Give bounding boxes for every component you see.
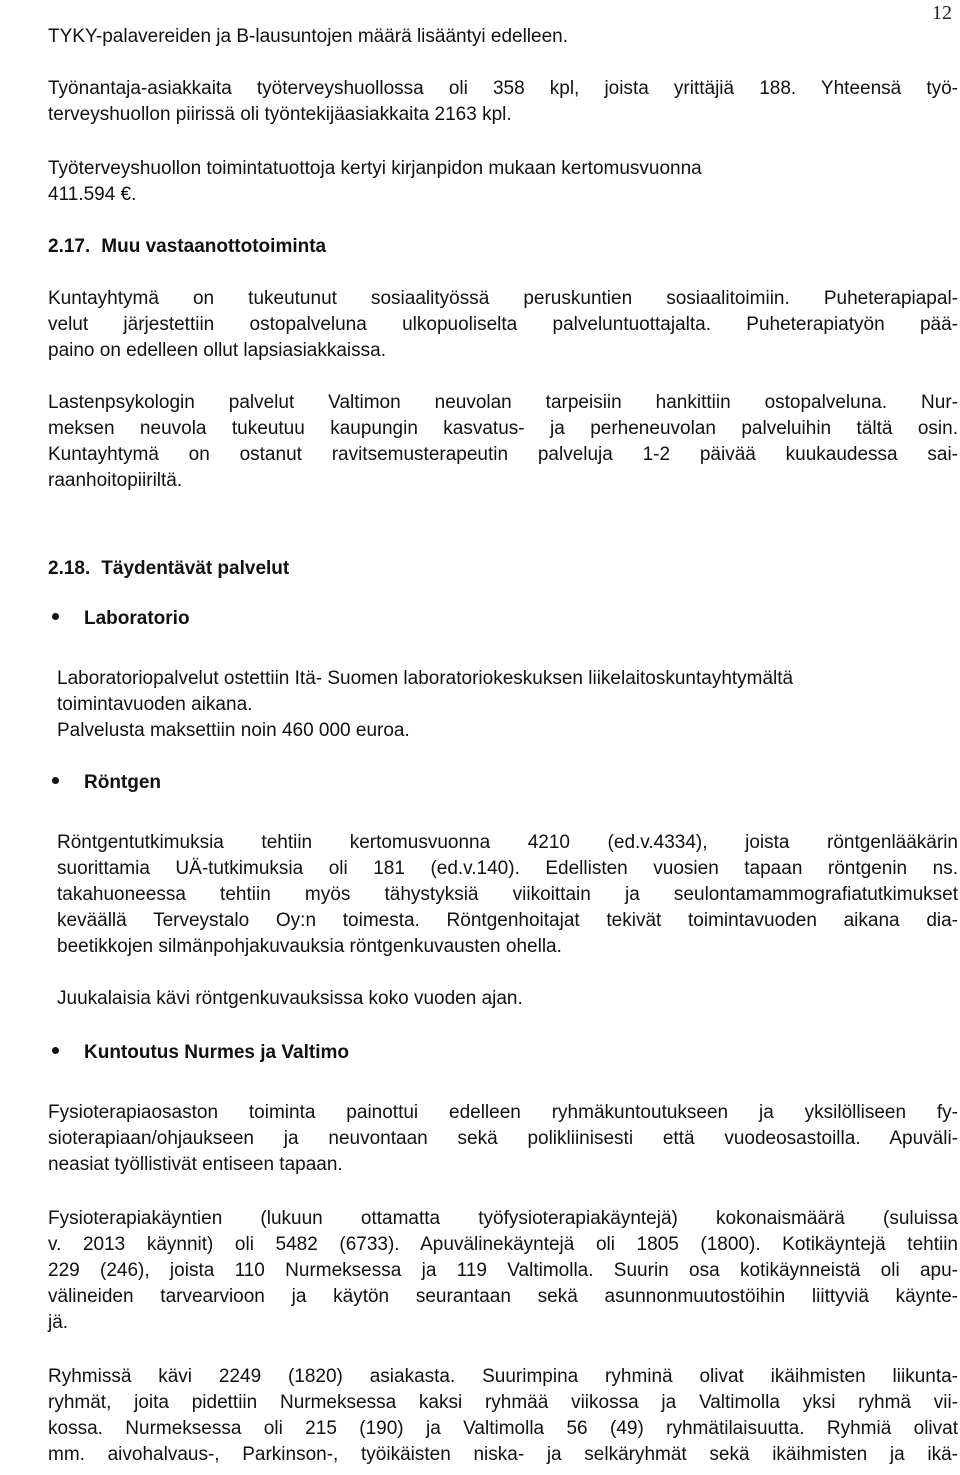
text-line: velut järjestettiin ostopalveluna ulkopuoliselta palveluntuottajalta. Puheterapiatyön pää- bbox=[48, 314, 958, 335]
text-line: meksen neuvola tukeutuu kaupungin kasvatus- ja perheneuvolan palveluihin tältä osin. bbox=[48, 418, 958, 439]
page-number: 12 bbox=[932, 2, 952, 24]
paragraph-groups bbox=[48, 1364, 958, 1468]
paragraph-laboratory bbox=[57, 666, 958, 744]
text-line: sioterapiaan/ohjaukseen ja neuvontaan sekä polikliinisesti että vuodeosastoilla. Apuväli- bbox=[48, 1128, 958, 1149]
section-number: 2.17. bbox=[48, 236, 91, 257]
text-line: Työnantaja-asiakkaita työterveyshuollossa oli 358 kpl, joista yrittäjiä 188. Yhteensä työ- bbox=[48, 78, 958, 99]
paragraph-juuka bbox=[57, 986, 958, 1012]
bullet-heading-xray bbox=[52, 770, 161, 796]
text-line: takahuoneessa tehtiin myös tähystyksiä viikoittain ja seulontamammografiatutkimukset bbox=[57, 884, 958, 905]
text-line: välineiden tarvearvioon ja käytön seurantaan sekä asunnonmuutostöihin liittyviä käynte- bbox=[48, 1286, 958, 1307]
paragraph-physio-visits bbox=[48, 1206, 958, 1336]
paragraph-physio bbox=[48, 1100, 958, 1178]
text-line: ryhmät, joita pidettiin Nurmeksessa kaksi ryhmää viikossa ja Valtimolla yksi ryhmä vii- bbox=[48, 1392, 958, 1413]
paragraph-tyky bbox=[48, 24, 958, 50]
text-line: Laboratoriopalvelut ostettiin Itä- Suomen laboratoriokeskuksen liikelaitoskuntayhtymältä bbox=[57, 668, 794, 689]
bullet-title: Laboratorio bbox=[84, 608, 190, 629]
section-number: 2.18. bbox=[48, 558, 91, 579]
paragraph-xray bbox=[57, 830, 958, 960]
text-line: beetikkojen silmänpohjakuvauksia röntgenkuvausten ohella. bbox=[57, 936, 562, 957]
section-title: Muu vastaanottotoiminta bbox=[101, 236, 327, 257]
text-line: suorittamia UÄ-tutkimuksia oli 181 (ed.v.140). Edellisten vuosien tapaan röntgenin ns. bbox=[57, 858, 958, 879]
text-line: 411.594 €. bbox=[48, 184, 137, 205]
section-title: Täydentävät palvelut bbox=[101, 558, 290, 579]
bullet-title: Röntgen bbox=[84, 772, 162, 793]
section-heading-2-18 bbox=[48, 556, 958, 582]
bullet-icon bbox=[52, 1047, 59, 1054]
text-line: Palvelusta maksettiin noin 460 000 euroa. bbox=[57, 720, 410, 741]
bullet-heading-laboratory bbox=[52, 606, 190, 632]
text-line: raanhoitopiiriltä. bbox=[48, 470, 183, 491]
text-line: jä. bbox=[48, 1312, 69, 1333]
text-line: neasiat työllistivät entiseen tapaan. bbox=[48, 1154, 343, 1175]
bullet-heading-rehab bbox=[52, 1040, 349, 1066]
text-line: Ryhmissä kävi 2249 (1820) asiakasta. Suurimpina ryhminä olivat ikäihmisten liikunta- bbox=[48, 1366, 958, 1387]
text-line: Kuntayhtymä on tukeutunut sosiaalityössä peruskuntien sosiaalitoimiin. Puheterapiapal- bbox=[48, 288, 958, 309]
text-line: Fysioterapiaosaston toiminta painottui edelleen ryhmäkuntoutukseen ja yksilölliseen fy- bbox=[48, 1102, 958, 1123]
text-line: Työterveyshuollon toimintatuottoja kertyi kirjanpidon mukaan kertomusvuonna bbox=[48, 158, 702, 179]
text-line: Juukalaisia kävi röntgenkuvauksissa koko vuoden ajan. bbox=[57, 988, 523, 1009]
text-line: keväällä Terveystalo Oy:n toimesta. Röntgenhoitajat tekivät toimintavuoden aikana dia- bbox=[57, 910, 958, 931]
text-line: toimintavuoden aikana. bbox=[57, 694, 253, 715]
bullet-icon bbox=[52, 777, 59, 784]
text-line: Kuntayhtymä on ostanut ravitsemusterapeutin palveluja 1-2 päivää kuukaudessa sai- bbox=[48, 444, 958, 465]
text-line: v. 2013 käynnit) oli 5482 (6733). Apuvälinekäyntejä oli 1805 (1800). Kotikäyntejä tehtiin bbox=[48, 1234, 958, 1255]
paragraph-social-services bbox=[48, 286, 958, 364]
text-line: kossa. Nurmeksessa oli 215 (190) ja Valtimolla 56 (49) ryhmätilaisuutta. Ryhmiä olivat bbox=[48, 1418, 958, 1439]
bullet-title: Kuntoutus Nurmes ja Valtimo bbox=[84, 1042, 349, 1063]
paragraph-revenue bbox=[48, 156, 958, 208]
paragraph-employers bbox=[48, 76, 958, 128]
text-line: 229 (246), joista 110 Nurmeksessa ja 119 Valtimolla. Suurin osa kotikäynneistä oli apu- bbox=[48, 1260, 958, 1281]
paragraph-psychology bbox=[48, 390, 958, 494]
text-line: Lastenpsykologin palvelut Valtimon neuvolan tarpeisiin hankittiin ostopalveluna. Nur- bbox=[48, 392, 958, 413]
text-line: TYKY-palavereiden ja B-lausuntojen määrä lisääntyi edelleen. bbox=[48, 26, 569, 47]
text-line: mm. aivohalvaus-, Parkinson-, työikäisten niska- ja selkäryhmät sekä ikäihmisten ja ikä- bbox=[48, 1444, 958, 1465]
text-line: Röntgentutkimuksia tehtiin kertomusvuonna 4210 (ed.v.4334), joista röntgenlääkärin bbox=[57, 832, 958, 853]
text-line: terveyshuollon piirissä oli työntekijäasiakkaita 2163 kpl. bbox=[48, 104, 512, 125]
bullet-icon bbox=[52, 613, 59, 620]
text-line: paino on edelleen ollut lapsiasiakkaissa. bbox=[48, 340, 387, 361]
section-heading-2-17 bbox=[48, 234, 958, 260]
text-line: Fysioterapiakäyntien (lukuun ottamatta työfysioterapiakäyntejä) kokonaismäärä (suluissa bbox=[48, 1208, 958, 1229]
